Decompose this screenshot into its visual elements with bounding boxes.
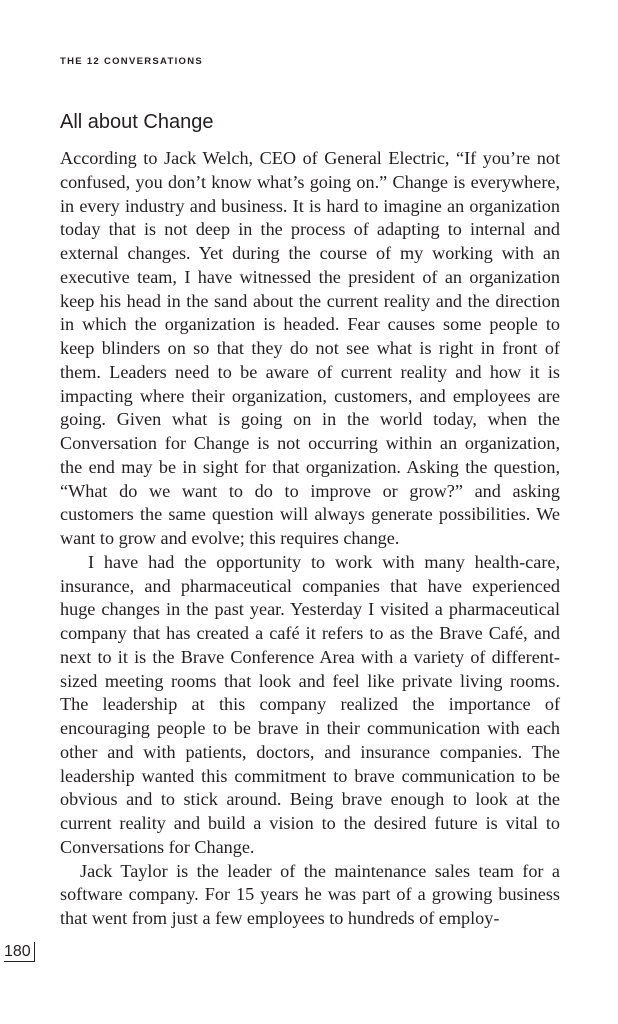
- page-number: 180: [4, 942, 35, 962]
- paragraph: According to Jack Welch, CEO of General Electric, “If you’re not confused, you don’t know what’s going on.” Change is everywhere, in every industry and business. It is hard to imagine an organization today that is not deep in the process of adapting to internal and external changes. Yet during the course of my working with an executive team, I have witnessed the president of an organization keep his head in the sand about the current reality and the direction in which the organization is headed. Fear causes some people to keep blinders on so that they do not see what is right in front of them. Leaders need to be aware of current reality and how it is impacting where their organization, customers, and employees are going. Given what is going on in the world today, when the Conversation for Change is not occurring within an organization, the end may be in sight for that organization. Asking the question, “What do we want to do to improve or grow?” and asking customers the same question will always generate possibilities. We want to grow and evolve; this requires change.: [60, 148, 560, 548]
- section-title: All about Change: [60, 111, 214, 133]
- body-text: [60, 147, 560, 931]
- paragraph: Jack Taylor is the leader of the maintenance sales team for a software company. For 15 years he was part of a growing business that went from just a few employees to hundreds of employ-: [60, 860, 560, 928]
- paragraph: I have had the opportunity to work with many health-care, insurance, and pharmaceutical companies that have experienced huge changes in the past year. Yesterday I visited a pharmaceutical company that has created a café it refers to as the Brave Café, and next to it is the Brave Conference Area with a variety of different-sized meeting rooms that look and feel like private living rooms. The leadership at this company realized the importance of encouraging people to be brave in their communication with each other and with patients, doctors, and insurance companies. The leadership wanted this commitment to brave communication to be obvious and to stick around. Being brave enough to look at the current reality and build a vision to the desired future is vital to Conversations for Change.: [60, 551, 560, 857]
- running-head: THE 12 CONVERSATIONS: [60, 56, 204, 67]
